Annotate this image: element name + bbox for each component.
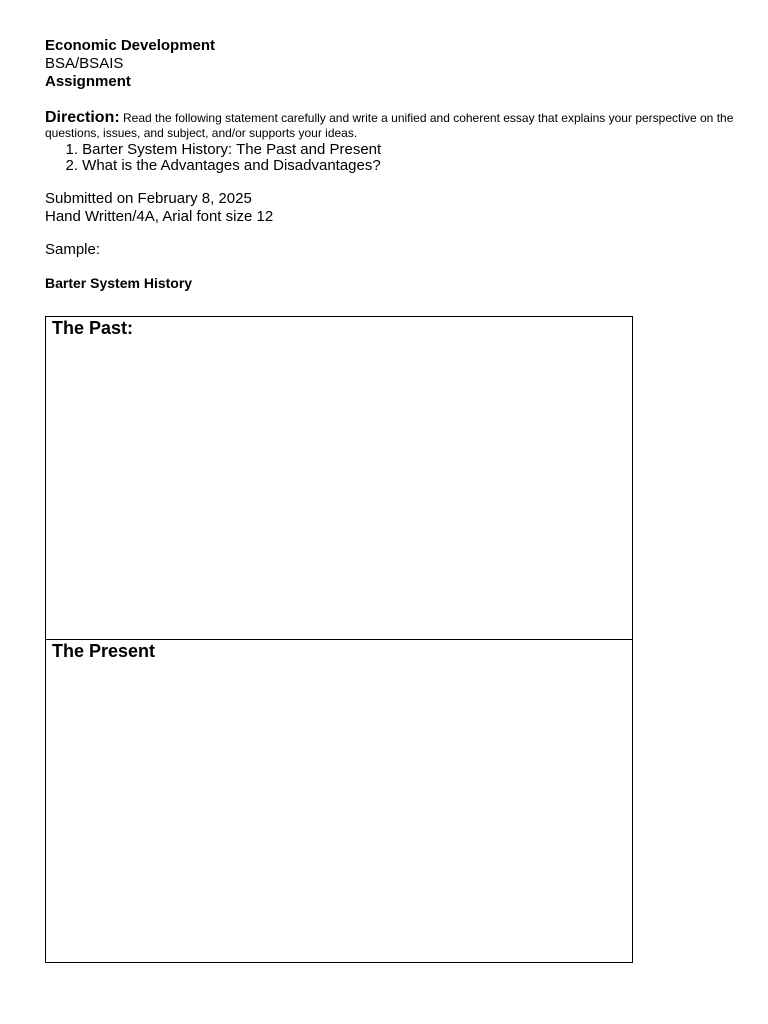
list-number: 1. bbox=[65, 141, 78, 158]
document-type: Assignment bbox=[45, 73, 131, 90]
past-section-box bbox=[45, 316, 633, 640]
submission-date: Submitted on February 8, 2025 bbox=[45, 190, 252, 207]
document-page bbox=[45, 37, 735, 292]
sample-label: Sample: bbox=[45, 241, 101, 258]
list-number: 2. bbox=[65, 157, 78, 174]
program-name: BSA/BSAIS bbox=[45, 55, 124, 72]
direction-label: Direction: bbox=[45, 109, 120, 126]
sample-title: Barter System History bbox=[45, 275, 193, 291]
direction-text: Read the following statement carefully and write a unified and coherent essay that explains your perspective on the questions, issues, and subject, and/or supports your ideas. bbox=[45, 111, 734, 140]
question-text: Barter System History: The Past and Present bbox=[82, 141, 382, 158]
list-item bbox=[45, 142, 735, 158]
past-section-title: The Past: bbox=[52, 318, 134, 338]
spacer bbox=[45, 226, 735, 241]
spacer bbox=[45, 174, 735, 190]
question-list bbox=[45, 142, 735, 174]
submission-format: Hand Written/4A, Arial font size 12 bbox=[45, 208, 274, 225]
present-section-box bbox=[45, 639, 633, 963]
question-text: What is the Advantages and Disadvantages? bbox=[82, 157, 381, 174]
list-item bbox=[45, 158, 735, 174]
course-title: Economic Development bbox=[45, 37, 216, 54]
spacer bbox=[45, 259, 735, 274]
present-section-title: The Present bbox=[52, 641, 156, 661]
direction-paragraph bbox=[45, 110, 735, 141]
